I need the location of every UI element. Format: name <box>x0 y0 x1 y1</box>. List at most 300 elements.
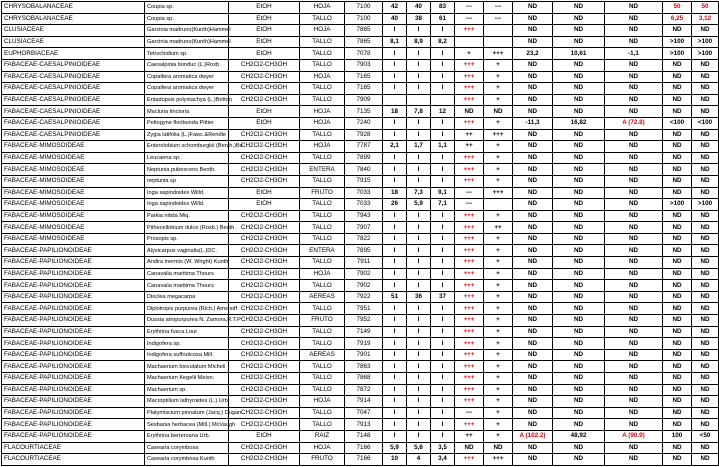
cell-code: 7840 <box>345 164 383 176</box>
cell-species: Machaerium sp. <box>145 384 229 396</box>
cell-code: 7907 <box>345 222 383 234</box>
cell-activity-2: + <box>484 280 513 292</box>
cell-ic-2: ND <box>692 361 719 373</box>
cell-measure-1: ND <box>513 2 553 14</box>
cell-measure-1: ND <box>513 222 553 234</box>
cell-species: Prosopis sp. <box>145 233 229 245</box>
cell-measure-3: ND <box>605 442 663 454</box>
cell-ic-1: ND <box>663 361 692 373</box>
table-row <box>2 59 719 71</box>
cell-family: FABACEAE-PAPILIONOIDEAE <box>2 315 145 327</box>
cell-value-2: I <box>407 315 431 327</box>
cell-ic-2: ND <box>692 396 719 408</box>
cell-ic-1: ND <box>663 245 692 257</box>
cell-activity-2: + <box>484 326 513 338</box>
cell-part: TALLO <box>300 48 345 60</box>
cell-ic-1: ND <box>663 268 692 280</box>
cell-measure-1: ND <box>513 291 553 303</box>
cell-ic-2: ND <box>692 175 719 187</box>
cell-measure-2: ND <box>553 175 605 187</box>
table-row <box>2 175 719 187</box>
table-row <box>2 430 719 442</box>
cell-family: FABACEAE-PAPILIONOIDEAE <box>2 349 145 361</box>
cell-ic-1: ND <box>663 106 692 118</box>
cell-value-1: I <box>383 430 407 442</box>
cell-activity-1: +++ <box>455 210 484 222</box>
cell-measure-1: ND <box>513 454 553 466</box>
cell-measure-1: ND <box>513 338 553 350</box>
cell-value-3: I <box>431 233 455 245</box>
cell-value-2: I <box>407 222 431 234</box>
cell-activity-1: +++ <box>455 233 484 245</box>
cell-ic-1: ND <box>663 83 692 95</box>
cell-measure-2: ND <box>553 291 605 303</box>
cell-measure-3: ND <box>605 71 663 83</box>
cell-value-2: I <box>407 396 431 408</box>
table-row <box>2 268 719 280</box>
cell-family: FABACEAE-PAPILIONOIDEAE <box>2 257 145 269</box>
cell-activity-1: +++ <box>455 373 484 385</box>
cell-part: HOJA <box>300 141 345 153</box>
cell-solvent: EtOH <box>229 199 300 211</box>
cell-code: 7872 <box>345 384 383 396</box>
cell-value-1: 10 <box>383 454 407 466</box>
cell-activity-1: +++ <box>455 257 484 269</box>
cell-measure-1: ND <box>513 36 553 48</box>
cell-activity-2: --- <box>484 13 513 25</box>
cell-value-2: I <box>407 361 431 373</box>
cell-measure-1: ND <box>513 442 553 454</box>
cell-part: TALLO <box>300 257 345 269</box>
cell-part: TALLO <box>300 36 345 48</box>
cell-solvent: CH2Cl2-CH3OH <box>229 164 300 176</box>
cell-family: FABACEAE-CAESALPINIOIDEAE <box>2 129 145 141</box>
cell-value-3: I <box>431 245 455 257</box>
cell-ic-1: ND <box>663 291 692 303</box>
cell-solvent: CH2Cl2-CH3OH <box>229 407 300 419</box>
cell-part: ENTERA <box>300 164 345 176</box>
cell-ic-1: 100 <box>663 430 692 442</box>
cell-value-1: I <box>383 129 407 141</box>
cell-solvent: CH2Cl2-CH3OH <box>229 222 300 234</box>
cell-activity-2: + <box>484 384 513 396</box>
cell-part: HOJA <box>300 396 345 408</box>
cell-measure-3: ND <box>605 280 663 292</box>
cell-code: 7903 <box>345 59 383 71</box>
cell-measure-3: ND <box>605 210 663 222</box>
cell-value-2: I <box>407 210 431 222</box>
cell-species: Machaerium Kegelii Meisn. <box>145 373 229 385</box>
cell-value-3 <box>431 94 455 106</box>
cell-species: Tetrochidium sp. <box>145 48 229 60</box>
cell-ic-1: ND <box>663 59 692 71</box>
cell-value-2: I <box>407 268 431 280</box>
cell-activity-2: + <box>484 373 513 385</box>
cell-measure-3: ND <box>605 373 663 385</box>
cell-code: 7033 <box>345 199 383 211</box>
cell-ic-2: <50 <box>692 430 719 442</box>
cell-family: FABACEAE-CAESALPINIOIDEAE <box>2 83 145 95</box>
cell-species: Garcinia madruno(Kunth)Hammel <box>145 36 229 48</box>
cell-solvent: CH2Cl2-CH3OH <box>229 152 300 164</box>
cell-ic-2: ND <box>692 245 719 257</box>
cell-solvent: CH2Cl2-CH3OH <box>229 59 300 71</box>
cell-value-3: I <box>431 419 455 431</box>
cell-ic-1: 50 <box>663 2 692 14</box>
cell-value-2: I <box>407 303 431 315</box>
cell-activity-2: + <box>484 245 513 257</box>
cell-activity-1: +++ <box>455 315 484 327</box>
cell-part: TALLO <box>300 373 345 385</box>
cell-species: Andira inermis (W. Wright) Kunth <box>145 257 229 269</box>
cell-measure-1: ND <box>513 152 553 164</box>
cell-solvent: EtOH <box>229 36 300 48</box>
cell-species: Erythrina berteroana Urb. <box>145 430 229 442</box>
cell-family: CHRYSOBALANACEAE <box>2 13 145 25</box>
cell-solvent: EtOH <box>229 187 300 199</box>
table-row <box>2 245 719 257</box>
cell-value-3: 8,2 <box>431 36 455 48</box>
cell-value-3: I <box>431 152 455 164</box>
cell-solvent: CH2Cl2-CH3OH <box>229 257 300 269</box>
cell-activity-2: +++ <box>484 187 513 199</box>
cell-measure-2: ND <box>553 106 605 118</box>
cell-measure-3: ND <box>605 129 663 141</box>
cell-activity-1: ND <box>455 106 484 118</box>
cell-value-1: I <box>383 117 407 129</box>
cell-activity-1: +++ <box>455 117 484 129</box>
cell-solvent: CH2Cl2-CH3OH <box>229 338 300 350</box>
cell-ic-2: ND <box>692 442 719 454</box>
cell-activity-1: + <box>455 48 484 60</box>
cell-measure-1: ND <box>513 25 553 37</box>
table-row <box>2 361 719 373</box>
cell-solvent: EtOH <box>229 2 300 14</box>
cell-solvent: EtOH <box>229 117 300 129</box>
cell-code: 7240 <box>345 117 383 129</box>
cell-species: Indigofera suffruticosa Mill. <box>145 349 229 361</box>
cell-measure-2: ND <box>553 141 605 153</box>
cell-value-3: 1,1 <box>431 141 455 153</box>
cell-species: Canavalia maritima Thours <box>145 268 229 280</box>
cell-solvent: EtOH <box>229 13 300 25</box>
cell-species: Canavalia maritima Thours <box>145 280 229 292</box>
cell-part: TALLO <box>300 419 345 431</box>
cell-measure-3: ND <box>605 349 663 361</box>
cell-measure-1: ND <box>513 396 553 408</box>
cell-value-2: I <box>407 48 431 60</box>
cell-family: FABACEAE-MIMOSOIDEAE <box>2 175 145 187</box>
cell-activity-1: +++ <box>455 384 484 396</box>
cell-measure-1: ND <box>513 141 553 153</box>
cell-part: TALLO <box>300 338 345 350</box>
cell-species: Dioclea megacarpa <box>145 291 229 303</box>
cell-ic-2: ND <box>692 141 719 153</box>
cell-value-3: I <box>431 222 455 234</box>
cell-activity-2: + <box>484 407 513 419</box>
cell-activity-1: ++ <box>455 141 484 153</box>
cell-measure-1: ND <box>513 59 553 71</box>
cell-value-2: I <box>407 419 431 431</box>
cell-measure-3: ND <box>605 384 663 396</box>
cell-value-3: I <box>431 175 455 187</box>
table-row <box>2 233 719 245</box>
cell-solvent: CH2Cl2-CH3OH <box>229 175 300 187</box>
cell-measure-2: ND <box>553 373 605 385</box>
cell-measure-1: ND <box>513 419 553 431</box>
cell-value-1: I <box>383 361 407 373</box>
cell-species: Parkia nitida Miq. <box>145 210 229 222</box>
cell-value-1: 18 <box>383 106 407 118</box>
cell-value-2: I <box>407 349 431 361</box>
cell-ic-1: ND <box>663 373 692 385</box>
cell-code: 7922 <box>345 291 383 303</box>
cell-measure-2: ND <box>553 59 605 71</box>
cell-activity-1: +++ <box>455 83 484 95</box>
cell-activity-1: +++ <box>455 71 484 83</box>
cell-value-2: I <box>407 384 431 396</box>
cell-code: 7914 <box>345 396 383 408</box>
cell-value-3: 83 <box>431 2 455 14</box>
cell-solvent: CH2Cl2-CH3OH <box>229 94 300 106</box>
cell-value-3: I <box>431 349 455 361</box>
cell-ic-1: ND <box>663 233 692 245</box>
cell-activity-1: +++ <box>455 349 484 361</box>
cell-ic-1: ND <box>663 257 692 269</box>
cell-value-3: I <box>431 257 455 269</box>
cell-species: Pithecellobium dulce (Roxb.) Benth. <box>145 222 229 234</box>
cell-family: FLACOURTIACEAE <box>2 442 145 454</box>
cell-solvent: CH2Cl2-CH3OH <box>229 303 300 315</box>
cell-species: Coupia sp. <box>145 13 229 25</box>
cell-measure-3: ND <box>605 245 663 257</box>
cell-measure-3: A (72.8) <box>605 117 663 129</box>
cell-activity-2: --- <box>484 2 513 14</box>
table-row <box>2 257 719 269</box>
cell-activity-1: +++ <box>455 222 484 234</box>
cell-value-3: I <box>431 430 455 442</box>
cell-value-3: I <box>431 83 455 95</box>
cell-measure-1: ND <box>513 94 553 106</box>
cell-activity-1: +++ <box>455 175 484 187</box>
cell-ic-2: ND <box>692 129 719 141</box>
cell-measure-2: ND <box>553 129 605 141</box>
cell-code: 7911 <box>345 257 383 269</box>
cell-activity-2: + <box>484 59 513 71</box>
cell-ic-2: ND <box>692 210 719 222</box>
cell-activity-1: --- <box>455 2 484 14</box>
cell-part: HOJA <box>300 106 345 118</box>
cell-part: TALLO <box>300 326 345 338</box>
cell-measure-3: -1,1 <box>605 48 663 60</box>
cell-code: 7787 <box>345 141 383 153</box>
cell-ic-1: ND <box>663 315 692 327</box>
cell-measure-1: ND <box>513 268 553 280</box>
cell-measure-3: ND <box>605 303 663 315</box>
cell-measure-3: ND <box>605 407 663 419</box>
cell-measure-2: ND <box>553 210 605 222</box>
cell-activity-2: + <box>484 94 513 106</box>
cell-ic-1: ND <box>663 326 692 338</box>
cell-ic-2: ND <box>692 291 719 303</box>
cell-species: Caesalpinia bonduc (L.)Roxb. <box>145 59 229 71</box>
cell-solvent: CH2Cl2-CH3OH <box>229 71 300 83</box>
cell-measure-1: ND <box>513 164 553 176</box>
cell-measure-2: ND <box>553 83 605 95</box>
table-row <box>2 164 719 176</box>
cell-ic-2: ND <box>692 373 719 385</box>
cell-ic-1: ND <box>663 407 692 419</box>
cell-value-1: I <box>383 396 407 408</box>
cell-value-1: I <box>383 303 407 315</box>
cell-family: CLUSIACEAE <box>2 25 145 37</box>
cell-ic-1: ND <box>663 129 692 141</box>
cell-activity-2: + <box>484 210 513 222</box>
cell-solvent: CH2Cl2-CH3OH <box>229 210 300 222</box>
table-row <box>2 210 719 222</box>
cell-measure-3: ND <box>605 268 663 280</box>
cell-measure-1: ND <box>513 129 553 141</box>
cell-ic-1: <100 <box>663 117 692 129</box>
cell-measure-2: ND <box>553 36 605 48</box>
cell-measure-1: ND <box>513 175 553 187</box>
cell-activity-1: --- <box>455 407 484 419</box>
cell-part: TALLO <box>300 152 345 164</box>
cell-measure-3: ND <box>605 141 663 153</box>
cell-family: FABACEAE-MIMOSOIDEAE <box>2 210 145 222</box>
cell-measure-2: ND <box>553 257 605 269</box>
cell-measure-3: ND <box>605 222 663 234</box>
cell-value-2: I <box>407 59 431 71</box>
cell-measure-1: ND <box>513 280 553 292</box>
table-row <box>2 384 719 396</box>
cell-activity-1: +++ <box>455 303 484 315</box>
table-row <box>2 373 719 385</box>
cell-value-2: I <box>407 117 431 129</box>
cell-measure-3: ND <box>605 13 663 25</box>
cell-family: FABACEAE-PAPILIONOIDEAE <box>2 303 145 315</box>
cell-value-1: 42 <box>383 2 407 14</box>
cell-activity-2: + <box>484 338 513 350</box>
cell-measure-2: ND <box>553 326 605 338</box>
cell-measure-2: ND <box>553 338 605 350</box>
cell-ic-2: ND <box>692 384 719 396</box>
cell-code: 7919 <box>345 338 383 350</box>
cell-value-1: I <box>383 349 407 361</box>
cell-value-1: 2,1 <box>383 141 407 153</box>
cell-family: FABACEAE-MIMOSOIDEAE <box>2 199 145 211</box>
cell-value-2: I <box>407 233 431 245</box>
cell-value-1: I <box>383 164 407 176</box>
cell-code: 7865 <box>345 25 383 37</box>
cell-ic-2: ND <box>692 94 719 106</box>
cell-solvent: CH2Cl2-CH3OH <box>229 233 300 245</box>
cell-value-1: I <box>383 48 407 60</box>
cell-family: FABACEAE-PAPILIONOIDEAE <box>2 419 145 431</box>
cell-value-1: I <box>383 222 407 234</box>
table-row <box>2 48 719 60</box>
cell-activity-1: ++ <box>455 430 484 442</box>
cell-ic-2: ND <box>692 233 719 245</box>
table-body <box>2 2 719 466</box>
cell-family: FABACEAE-PAPILIONOIDEAE <box>2 373 145 385</box>
cell-part: HOJA <box>300 71 345 83</box>
cell-species: Indigofera sp. <box>145 338 229 350</box>
cell-ic-1: ND <box>663 280 692 292</box>
cell-value-3: 3,4 <box>431 454 455 466</box>
cell-value-2: 1,7 <box>407 141 431 153</box>
cell-value-3: I <box>431 303 455 315</box>
cell-part: TALLO <box>300 280 345 292</box>
cell-measure-3: ND <box>605 187 663 199</box>
cell-solvent: CH2Cl2-CH3OH <box>229 361 300 373</box>
cell-solvent: CH2Cl2-CH3OH <box>229 245 300 257</box>
cell-measure-2: ND <box>553 442 605 454</box>
cell-value-2: I <box>407 25 431 37</box>
cell-activity-2: + <box>484 291 513 303</box>
cell-value-3: I <box>431 407 455 419</box>
cell-family: FABACEAE-PAPILIONOIDEAE <box>2 268 145 280</box>
cell-activity-1: +++ <box>455 245 484 257</box>
cell-part: TALLO <box>300 303 345 315</box>
cell-value-1: I <box>383 71 407 83</box>
cell-activity-1: +++ <box>455 280 484 292</box>
cell-value-2: I <box>407 164 431 176</box>
cell-solvent: CH2Cl2-CH3OH <box>229 280 300 292</box>
cell-species: Garcinia madruno(Kunth)Hammel <box>145 25 229 37</box>
cell-value-3: I <box>431 326 455 338</box>
cell-activity-2: + <box>484 315 513 327</box>
cell-value-2 <box>407 94 431 106</box>
cell-code: 7100 <box>345 13 383 25</box>
cell-species: Zygia latifolia (L.)Fawc.&Rendle <box>145 129 229 141</box>
cell-value-1: 40 <box>383 13 407 25</box>
cell-code: 7895 <box>345 245 383 257</box>
cell-solvent: CH2Cl2-CH3OH <box>229 384 300 396</box>
cell-activity-1: +++ <box>455 291 484 303</box>
cell-value-3: 61 <box>431 13 455 25</box>
cell-code: 7952 <box>345 315 383 327</box>
cell-species: Diplotropis purpurea (Rich.) Amshoff <box>145 303 229 315</box>
table-row <box>2 36 719 48</box>
cell-activity-2 <box>484 36 513 48</box>
table-row <box>2 222 719 234</box>
table-row <box>2 303 719 315</box>
cell-activity-2: + <box>484 175 513 187</box>
cell-ic-2: >100 <box>692 48 719 60</box>
cell-value-1: I <box>383 280 407 292</box>
cell-activity-2: + <box>484 257 513 269</box>
cell-family: FABACEAE-MIMOSOIDEAE <box>2 152 145 164</box>
cell-value-2: 7,3 <box>407 187 431 199</box>
cell-species: Entadopsis polystachya (L.)Britton <box>145 94 229 106</box>
cell-activity-2: + <box>484 419 513 431</box>
cell-value-1: I <box>383 407 407 419</box>
cell-ic-2: 50 <box>692 2 719 14</box>
cell-code: 7100 <box>345 2 383 14</box>
cell-species: Erythrina fusca Lour <box>145 326 229 338</box>
cell-ic-2: ND <box>692 164 719 176</box>
cell-ic-2: ND <box>692 83 719 95</box>
cell-value-3: 37 <box>431 291 455 303</box>
cell-ic-1: ND <box>663 25 692 37</box>
cell-measure-3: ND <box>605 338 663 350</box>
cell-ic-2: ND <box>692 257 719 269</box>
cell-code: 7165 <box>345 83 383 95</box>
cell-ic-2: ND <box>692 338 719 350</box>
cell-value-1: I <box>383 25 407 37</box>
cell-measure-3: ND <box>605 94 663 106</box>
